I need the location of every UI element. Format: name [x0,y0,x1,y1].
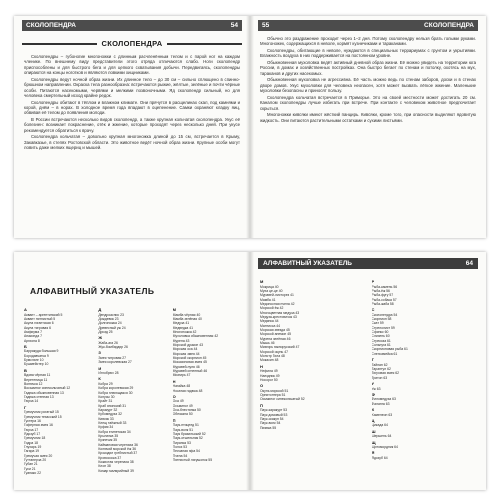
index-entry: Крылатка 35 [98,434,119,439]
index-entry: Рыба-собака 57 [371,297,397,302]
index-entry: Муравей огненный 46 [172,368,208,373]
paragraph: Сколопендры – губоногие многоножки с длинным расчленённым телом и с парой ног на каждом членике. По внешнему виду представители этого отряда отличаются слабо. Ноги сколопендр приспособлены и для быстрого бега и для цепкого схватывания добычи. Передвигаясь, сколопендры опираются на концы ноготков и являются ловкими хищниками. [24,54,240,76]
index-entry: Паук-отшельник 52 [172,436,203,441]
index-column [24,306,93,484]
index-entry: Густера 16 [24,418,41,423]
index-entry: Гремучая змея 20 [24,453,53,458]
index-entry: Морской дракон 43 [172,342,203,347]
index-entry: Каймановая черепаха 36 [98,442,138,447]
index-entry: Кобра египетская 34 [98,429,131,434]
index-letter: Н [260,363,263,369]
index-entry: Дендроаспис 23 [98,312,124,317]
index-letter: М [172,307,176,312]
index-entry: Нагайка 48 [172,384,191,389]
index-entry: Крайт 31 [98,399,113,404]
index-letter: П [172,417,176,423]
index-page-right [250,252,486,490]
index-entry: Обезьяна 50 [172,412,193,417]
index-entry: Оса 49 [172,399,184,404]
top-spread [14,16,486,238]
index-entry: Уж 63 [371,386,381,391]
index-entry: Скат 59 [371,321,384,326]
index-letter: Н [172,378,176,384]
index-column [98,306,167,484]
index-entry: Фаланга 63 [371,401,390,406]
index-letter: Т [371,357,374,363]
page-number: 54 [230,22,238,29]
index-title: АЛФАВИТНЫЙ УКАЗАТЕЛЬ [30,286,155,296]
paragraph: Сколопендры ведут ночной образ жизни. Их длинное тело – до 30 см – сильно сплющено в спинно-брюшном направлении. Окраска тела разнообразна: встречаются рыжие, жёлтые, зелёные и почти чёрные особи. Питаются насекомыми, червями и мелкими позвоночными. Яд сколопендр сильный, но для человека смертельный исход крайне редок. [24,76,240,99]
index-entry: Веретеница 11 [24,377,48,382]
index-entry: Комар малярийный 39 [98,468,134,473]
index-letter: Б [24,343,27,349]
index-entry: Мокасиновая змея 45 [172,360,207,365]
index-entry: Паук-волк 51 [172,427,193,432]
running-head [258,20,478,31]
index-entry: Восьминог синекольчатый 12 [24,386,71,391]
index-entry: Монстр Гила 48 [260,354,285,358]
index-entry: Гюрза 17 [24,427,39,432]
body-text [24,54,240,234]
index-page-left [14,252,250,490]
index-entry: Анаконда 7 [24,334,42,339]
paragraph: Сколопендра кольчатая – довольно крупная многоножка длиной до 15 см, встречается в Крыму, Закавказье, в степях Ростовской области. Это животное ведёт ночной образ жизни. Крупные особи могут ловить даже мелких ящериц и мышей. [24,134,240,151]
index-entry: Медянка 44 [260,319,279,324]
index-entry: Пиявка 55 [260,425,277,430]
index-entry: Бумсланг 10 [24,358,44,363]
index-entry: Рыба-жаба 58 [371,301,394,306]
index-entry: Паук бразильский 52 [172,431,206,436]
index-entry: Гремучник рогатый 15 [24,410,59,415]
index-entry: Гидра 18 [24,440,39,445]
index-entry: Гоферная змея 16 [24,423,53,428]
index-entry: Колючий морской ёж 36 [98,447,136,452]
index-entry: Гагара 19 [24,449,40,454]
index-letter: К [98,376,101,382]
index-entry: Оса-блестянка 50 [172,408,201,413]
index-entry: Паук домовый 53 [260,412,288,417]
index-letter: Р [371,279,375,284]
chapter-title: СКОЛОПЕНДРА [22,38,242,50]
index-letter: Ж [98,335,102,341]
index-letter: О [260,383,264,389]
index-entry: Мухоловка обыкновенная 42 [172,334,219,339]
running-head-label: СКОЛОПЕНДРА [424,22,474,29]
index-entry: Змея королевская 27 [98,360,132,365]
index-entry: Носорог 50 [260,377,278,382]
index-entry: Мокрица 40 [260,284,279,289]
index-letter: У [371,381,374,387]
index-entry: Морская оса 44 [172,347,198,352]
index-entry: Бушмейстер 10 [24,362,49,367]
index-entry: Паук-скакун 54 [260,416,284,421]
index-entry: Амфиума 7 [24,329,42,334]
index-entry: Шершень 64 [371,434,392,439]
index-entry: Тарантул 62 [371,367,391,371]
index-entry: Носатая гадюка 48 [172,388,203,393]
index-entry: Бородавчатка 9 [24,353,49,358]
index-entry: Морской окунь 47 [260,349,289,354]
index-entry: Гадюка обыкновенная 13 [24,390,64,395]
running-head-label: СКОЛОПЕНДРА [26,22,76,29]
index-column [173,306,242,484]
index-letter: Щ [371,439,376,445]
index-entry: Слепозмейка 61 [371,351,398,356]
index-entry: Кубомедуза 32 [98,412,122,417]
index-entry: Сколопендра 54 [371,312,398,317]
body-text [260,36,476,234]
index-entry: Медведка 41 [172,325,194,330]
index-letter: Я [371,450,375,456]
index-entry: Ядозуб 64 [371,455,388,460]
index-entry: Морской скорпион 45 [172,355,207,360]
index-entry: Мурена зелёная 46 [260,336,291,341]
index-entry: Скорпионовая рыба 61 [371,347,408,352]
index-letter: Х [371,407,375,413]
index-letter: В [24,367,27,373]
index-entry: Полоз 53 [172,444,188,449]
index-entry: Слизень 60 [371,334,390,339]
index-letter: С [371,307,375,313]
index-letter: З [98,350,101,356]
paragraph: Сколопендры обитают в тёплом и влажном климате. Они прячутся в расщелинах скал, под камнями и корой, днём – в норах. В холодное время года впадают в оцепенение. Самки охраняют кладку яиц, обвивая её телом до появления молоди. [24,99,240,116]
index-entry: Акула тигровая 6 [24,325,51,330]
index-entry: Морской анемон 45 [260,332,292,337]
index-entry: Кровососка 37 [98,455,122,460]
index-letter: О [172,393,176,399]
index-letter: Г [24,404,27,410]
index-entry: Многоцветная медуза 43 [260,310,300,315]
index-entry: Аквант – аргентинский 5 [24,312,63,317]
index-entry: Каракурт 32 [98,408,118,412]
index-entry: Стрекоза 61 [371,338,391,343]
index-entry: Кивсяк 33 [98,416,114,421]
index-letter: И [98,365,102,371]
index-entry: Медоносная пчела 42 [260,301,295,306]
index-entry: Гуси 21 [24,466,36,471]
index-entry: Стрелолист 59 [371,325,395,330]
index-entry: Гремучник 18 [24,436,46,441]
index-entry: Мокасин 48 [260,358,279,363]
index-letter: Ф [371,391,375,397]
index-entry: Дрозд 25 [98,329,113,334]
index-entry: Гюрза 14 [24,399,39,404]
running-head [258,258,478,269]
index-entry: Рыба-фугу 57 [371,293,394,298]
index-entry: Клоп 38 [98,464,111,469]
index-entry: Мамба зелёная 40 [172,316,202,321]
page-54 [14,16,250,238]
page-number: 55 [262,22,270,29]
running-head [22,20,242,31]
index-entry: Паук-каракурт 53 [260,408,288,413]
index-columns [260,278,478,484]
index-columns [24,306,242,484]
index-entry: Морская звезда 45 [260,327,290,332]
index-entry: Песчаная эфа 54 [172,449,200,454]
index-entry: Жук-бомбардир 26 [98,345,128,350]
index-entry: Клещ таёжный 33 [98,421,127,426]
index-entry: Дождевик 23 [98,316,119,321]
index-entry: Пиранья 53 [172,440,191,445]
index-entry: Многоножка 42 [172,329,197,334]
index-entry: Кобра плюющаяся 30 [98,390,133,395]
index-entry: Хамелеон 63 [371,412,393,417]
index-entry: Древесный уж 24 [98,325,126,330]
index-entry: Мизгирь южнорусский 47 [260,345,300,350]
index-entry: Мизгирь 47 [172,373,191,378]
index-entry: Филомедуза 63 [371,397,396,402]
index-entry: Нефила 49 [260,369,278,374]
index-entry: Конусы 30 [98,394,115,399]
index-entry: Муравей-пуля 46 [172,364,200,369]
paragraph: Сколопендра кольчатая встречается в Приморье. Это на своей местности может достигать 20 см. Каналом сколопендры лучше избегать при встрече. При контакте с человеком животное предпочитает скрыться. [260,94,476,111]
index-letter: Ц [371,417,375,423]
index-entry: Мышь 46 [260,340,275,345]
index-entry: Тайпан 62 [371,362,388,367]
index-entry: Змея тигровая 27 [98,355,127,360]
index-entry: Муравей-листорез 41 [260,293,294,298]
index-entry: Наездник 49 [260,373,280,378]
index-column [260,278,367,484]
index-entry: Осьминог синекольчатый 52 [260,397,305,402]
index-entry: Гуттаперча 20 [24,457,47,462]
index-entry: Окунь морской 51 [260,388,289,393]
index-entry: Вонючка 12 [24,381,43,386]
index-entry: Аргиопа 8 [24,338,40,343]
index-entry: Муха це-це 40 [260,288,283,293]
paragraph: Обычно это раздражение проходит через 1–2 дня. Потому сколопендру нельзя брать голыми руками. Многоножек, содержащихся в неволе, кормят кузнечиками и тараканами. [260,36,476,47]
index-entry: Цикада 64 [371,423,388,428]
index-entry: Крокодил гребнистый 37 [98,451,138,456]
index-entry: Медуза 41 [172,321,190,326]
paragraph: Многоножки кивсяки имеют жёсткий панцирь. Кивсяки, кроме того, при опасности выделяют ядовитую жидкость. Они питаются растительными остатками и сухими листьями. [260,112,476,123]
index-entry: Жаба-ага 26 [98,340,118,345]
index-entry: Осьминог 49 [172,403,193,408]
index-entry: Вдова чёрная 11 [24,373,51,378]
index-entry: Пятнистый лягушонок 55 [172,457,213,462]
index-entry: Глухарь 19 [24,444,42,449]
index-letter: П [260,402,263,408]
running-head-label: АЛФАВИТНЫЙ УКАЗАТЕЛЬ [263,260,352,267]
index-entry: Орнитоптера 51 [260,393,286,398]
index-entry: Кожистая черепаха 38 [98,460,134,465]
index-entry: Мамба чёрная 40 [172,312,201,317]
index-entry: Паук-птицеед 51 [172,423,199,428]
index-entry: Долгоножка 24 [98,321,122,326]
index-entry: Иглобрюх 28 [98,371,119,376]
index-entry: Гадюка степная 13 [24,395,54,399]
index-entry: Пчела 54 [172,453,188,458]
index-entry: Щитомордник 64 [371,445,398,450]
index-entry: Кобра королевская 29 [98,386,134,391]
index-entry: Паук-волк 54 [260,421,281,426]
paragraph: Обыкновенная мухоловка ведёт активный дневной образ жизни. Её можно увидеть на территории юга России, в домах и хозяйственных постройках. Она быстро бегает по стенам и потолку, охотясь на мух, тараканов и других насекомых. [260,60,476,76]
index-entry: Тигровая змея 62 [371,371,400,376]
index-entry: Морская змея 44 [172,351,200,356]
index-entry: Барракуда большая 9 [24,349,59,354]
index-entry: Морской ёж 42 [260,306,284,311]
paragraph: Обыкновенная мухоловка не агрессивна. Её часть можно ведь по стенам заборов, доски и в стенах дворе домов. Укус мухоловки для человека неопасен, хотя может вызвать лёгкое жжение. Маленькие мухоловки безопасны и приносят пользу. [260,77,476,94]
index-entry: Рыба-ёж 56 [371,288,390,293]
index-entry: Гремучник техасский 15 [24,414,62,419]
index-entry: Мурена 43 [172,338,190,343]
index-entry: Гуанако 22 [24,471,42,475]
index-entry: Кобра 29 [98,381,113,386]
page-number: 64 [465,260,473,267]
index-letter: М [260,279,264,284]
page-55 [250,16,486,238]
index-entry: Кузнечик 35 [98,438,118,443]
index-entry: Рыба-камень 56 [371,284,398,289]
index-entry: Сфинкс 60 [371,330,389,335]
paragraph: В России встречаются несколько видов сколопендр, а также крупная кольчатая сколопендра. Укус её болезнен: возникает покраснение, отёк и жжение, которые проходят через несколько дней. При укусе рекомендуется обратиться к врачу. [24,117,240,133]
index-letter: А [24,307,27,312]
index-entry: Мамба 41 [260,297,276,302]
index-entry: Куфия 34 [98,425,114,430]
index-entry: Медуза-крестовичок 43 [260,314,297,319]
index-column [372,278,479,484]
index-entry: Сольпуга 61 [371,343,391,348]
index-entry: Краб японский 31 [98,403,127,408]
index-entry: Скорпион 58 [371,317,392,322]
index-entry: Ядозуб 17 [24,431,41,436]
index-entry: Тритон 63 [371,375,388,380]
index-letter: Ш [371,428,376,434]
index-letter: Д [98,307,102,312]
bottom-spread [14,252,486,490]
paragraph: Сколопендры, обитающие в неволе, нуждаются в специальных террариумах с грунтом и укрытиями. Влажность воздуха в них поддерживается на постоянном уровне. [260,48,476,59]
index-entry: Аквант пятнистый 5 [24,316,56,321]
index-entry: Губан 21 [24,462,38,467]
index-entry: Акула гигантская 6 [24,321,54,326]
index-entry: Мантисса 44 [260,323,281,328]
